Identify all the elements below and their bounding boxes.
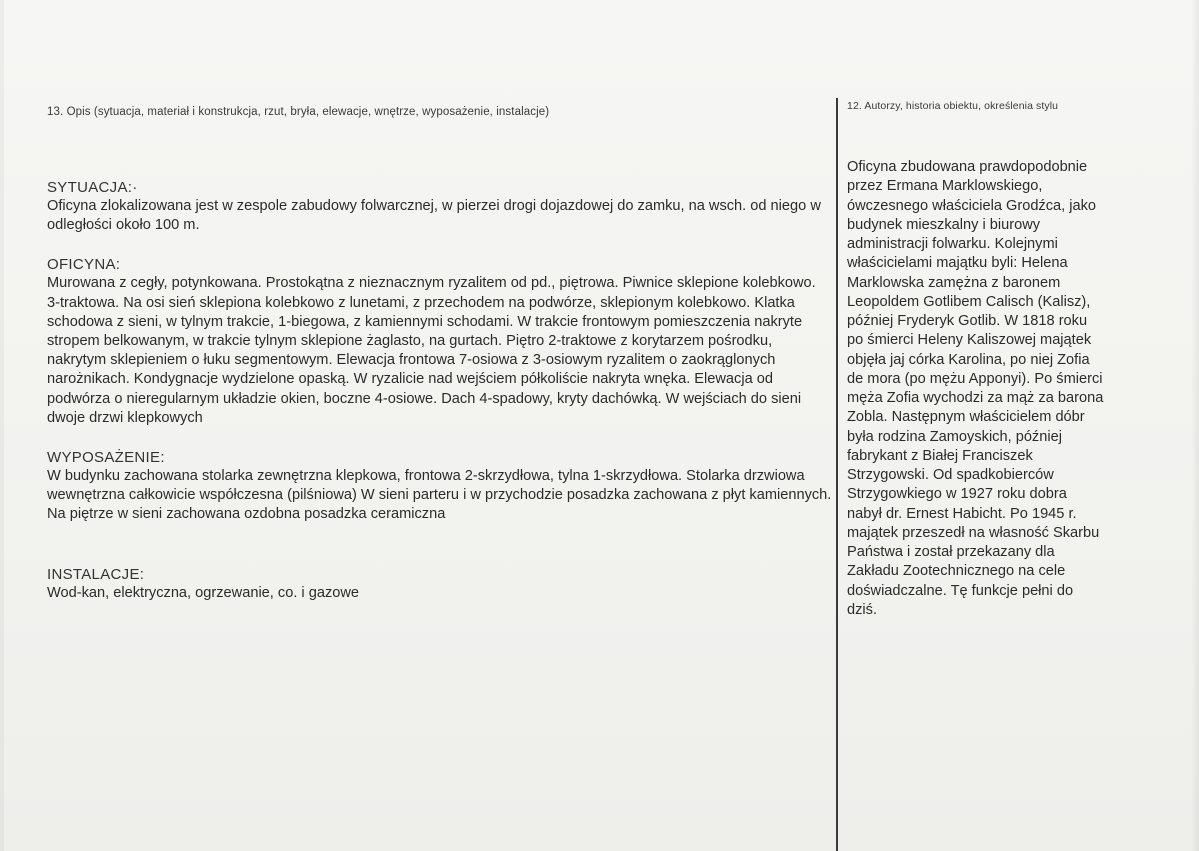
section-situation-title: SYTUACJA:· [47, 179, 138, 196]
section-oficyna-title: OFICYNA: [47, 256, 121, 274]
section-instalacje-body: Wod-kan, elektryczna, ogrzewanie, co. i gazowe [47, 584, 360, 601]
history-body: Oficyna zbudowana prawdopodobnie przez Ermana Marklowskiego, ówczesnego właściciela Grodźca, jako budynek mieszkalny i biurowy administracji folwarku. Kolejnymi właścicielami majątku byli: Helena Marklowska zamężna z baronem Leopoldem Gotlibem Calisch (Kalisz), później Fryderyk Gotlib. W 1818 roku po śmierci Heleny Kaliszowej majątek objęła jaj córka Karolina, po niej Zofia de mora (po mężu Apponyi). Po śmierci męża Zofia wychodzi za mąż za barona Zobla. Następnym właścicielem dóbr była rodzina Zamoyskich, później fabrykant z Białej Franciszek Strzygowski. Od spadkobierców Strzygowkiego w 1927 roku dobra nabył dr. Ernest Habicht. Po 1945 r. majątek przeszedł na własność Skarbu Państwa i został przekazany dla Zakładu Zootechnicznego na cele doświadczalne. Tę funkcje pełni do dziś. [847, 159, 1104, 618]
page-edge-left [0, 0, 4, 851]
section-oficyna [47, 255, 832, 428]
section-wyposazenie [47, 448, 832, 525]
section-instalacje-title: INSTALACJE: [47, 565, 145, 583]
history-header: 12. Autorzy, historia obiektu, określenia stylu [847, 100, 1059, 112]
description-column [47, 106, 832, 603]
section-instalacje [47, 565, 832, 603]
section-situation-body: Oficyna zlokalizowana jest w zespole zabudowy folwarcznej, w pierzei drogi dojazdowej do zamku, na wsch. od niego w odległości około 100 m. [47, 198, 821, 234]
history-column [847, 100, 1187, 620]
column-divider [836, 98, 838, 851]
section-wyposazenie-body: W budynku zachowana stolarka zewnętrzna klepkowa, frontowa 2-skrzydłowa, tylna 1-skrzydłowa. Stolarka drzwiowa wewnętrzna całkowicie współczesna (pilśniowa) W sieni parteru i w przychodzie posadzka zachowana z płyt kamiennych. Na piętrze w sieni zachowana ozdobna posadzka ceramiczna [47, 468, 832, 523]
section-situation [47, 178, 832, 235]
description-header: 13. Opis (sytuacja, materiał i konstrukcja, rzut, bryła, elewacje, wnętrze, wyposażenie, instalacje) [47, 106, 550, 118]
section-oficyna-body: Murowana z cegły, potynkowana. Prostokątna z nieznacznym ryzalitem od pd., piętrowa. Piwnice sklepione kolebkowo. 3-traktowa. Na osi sień sklepiona kolebkowo z lunetami, z przechodem na podwórze, sklepionym kolebkowo. Klatka schodowa z sieni, w tylnym trakcie, 1-biegowa, z kamiennymi schodami. W trakcie frontowym pomieszczenia nakryte stropem belkowanym, w trakcie tylnym sklepione żaglasto, na gurtach. Piętro 2-traktowe z korytarzem pośrodku, nakrytym sklepieniem o łuku segmentowym. Elewacja frontowa 7-osiowa z 3-osiowym ryzalitem o zaokrąglonych narożnikach. Kondygnacje wydzielone opaską. W ryzalicie nad wejściem półkoliście nakryta wnęka. Elewacja od podwórza o nieregularnym układzie okien, boczne 4-osiowe. Dach 4-spadowy, kryty dachówką. W wejściach do sieni dwoje drzwi klepkowych [47, 275, 816, 426]
section-wyposazenie-title: WYPOSAŻENIE: [47, 449, 165, 467]
page-edge-right [1191, 0, 1199, 851]
